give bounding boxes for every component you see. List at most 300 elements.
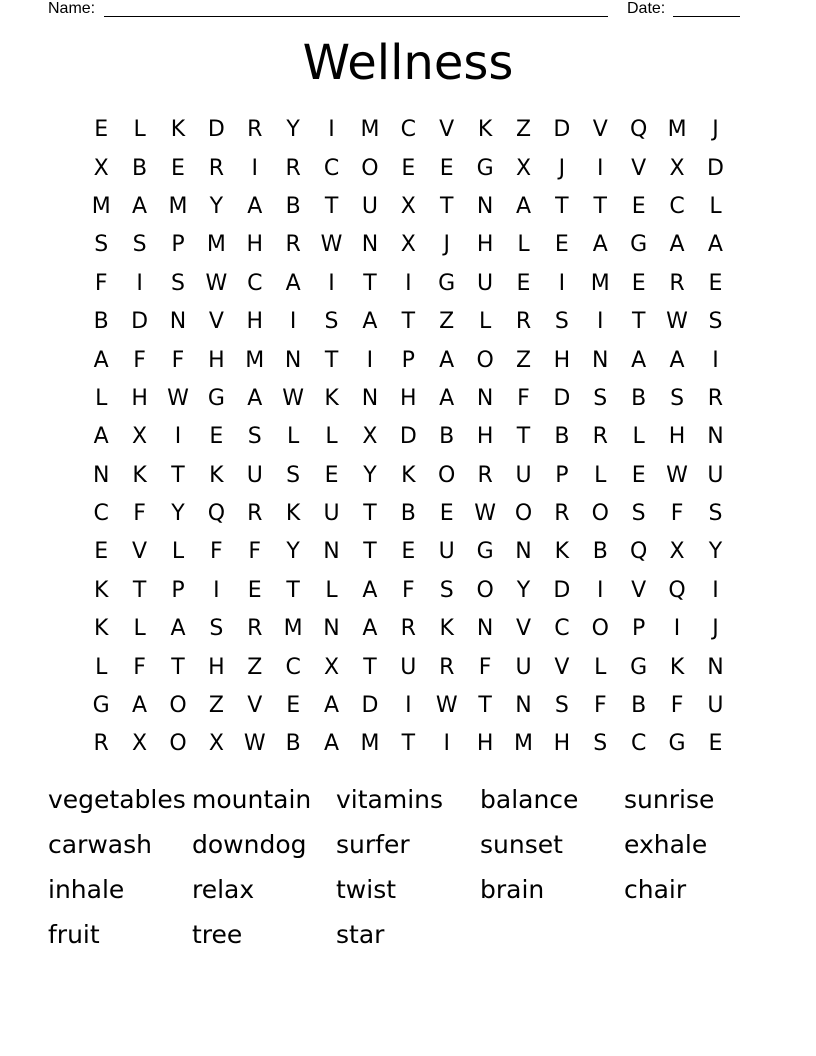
grid-letter[interactable]: P [555, 462, 569, 488]
grid-letter[interactable]: L [133, 616, 146, 642]
grid-letter[interactable]: R [669, 270, 685, 296]
grid-letter[interactable]: R [592, 424, 608, 450]
grid-letter[interactable]: S [170, 270, 185, 296]
grid-letter[interactable]: L [325, 424, 338, 450]
grid-letter[interactable]: L [171, 539, 185, 565]
grid-letter[interactable]: R [208, 155, 225, 181]
grid-letter[interactable]: E [631, 462, 646, 488]
grid-letter[interactable]: R [439, 654, 455, 680]
grid-letter[interactable]: F [670, 693, 684, 719]
grid-letter[interactable]: G [476, 539, 494, 565]
grid-letter[interactable]: N [476, 193, 494, 219]
grid-letter[interactable]: D [361, 693, 379, 719]
grid-letter[interactable]: I [558, 270, 566, 296]
grid-letter[interactable]: N [361, 232, 379, 258]
grid-letter[interactable]: F [133, 347, 146, 373]
grid-letter[interactable]: V [208, 309, 224, 335]
grid-letter[interactable]: S [209, 616, 224, 642]
grid-letter[interactable]: F [401, 577, 415, 603]
grid-letter[interactable]: T [324, 193, 339, 219]
grid-letter[interactable]: T [593, 193, 607, 219]
grid-letter[interactable]: V [439, 117, 455, 143]
grid-letter[interactable]: D [553, 117, 571, 143]
grid-letter[interactable]: T [171, 462, 185, 488]
grid-letter[interactable]: R [554, 501, 570, 527]
grid-letter[interactable]: A [247, 193, 263, 219]
grid-letter[interactable]: H [208, 654, 225, 680]
grid-letter[interactable]: R [285, 232, 301, 258]
grid-letter[interactable]: E [247, 577, 262, 603]
grid-letter[interactable]: E [554, 232, 569, 258]
grid-letter[interactable]: S [593, 731, 608, 757]
grid-letter[interactable]: C [554, 616, 570, 642]
grid-letter[interactable]: M [667, 117, 687, 143]
grid-letter[interactable]: Y [209, 193, 224, 219]
grid-letter[interactable]: K [170, 117, 186, 143]
grid-letter[interactable]: D [553, 577, 571, 603]
date-blank-line[interactable] [673, 16, 740, 17]
grid-letter[interactable]: B [285, 731, 301, 757]
grid-letter[interactable]: E [631, 193, 646, 219]
grid-letter[interactable]: L [325, 577, 338, 603]
grid-letter[interactable]: M [590, 270, 610, 296]
grid-letter[interactable]: Q [207, 501, 226, 527]
grid-letter[interactable]: N [361, 385, 379, 411]
grid-letter[interactable]: S [324, 309, 339, 335]
grid-letter[interactable]: B [592, 539, 608, 565]
grid-letter[interactable]: X [132, 424, 148, 450]
grid-letter[interactable]: A [324, 731, 340, 757]
grid-letter[interactable]: O [514, 501, 533, 527]
grid-letter[interactable]: U [515, 654, 532, 680]
grid-letter[interactable]: X [669, 155, 685, 181]
grid-letter[interactable]: H [131, 385, 148, 411]
grid-letter[interactable]: U [246, 462, 263, 488]
grid-letter[interactable]: I [712, 347, 719, 373]
grid-letter[interactable]: T [363, 501, 377, 527]
grid-letter[interactable]: W [282, 385, 305, 411]
grid-letter[interactable]: F [210, 539, 223, 565]
grid-letter[interactable]: X [324, 654, 340, 680]
grid-letter[interactable]: K [132, 462, 147, 488]
grid-letter[interactable]: T [171, 654, 185, 680]
grid-letter[interactable]: O [591, 501, 609, 527]
grid-letter[interactable]: N [323, 539, 340, 565]
grid-letter[interactable]: K [324, 385, 339, 411]
grid-letter[interactable]: T [439, 193, 454, 219]
grid-letter[interactable]: W [435, 693, 458, 719]
grid-letter[interactable]: B [93, 309, 109, 335]
grid-letter[interactable]: A [324, 693, 340, 719]
grid-letter[interactable]: K [477, 117, 493, 143]
grid-letter[interactable]: T [631, 309, 646, 335]
grid-letter[interactable]: R [400, 616, 416, 642]
grid-letter[interactable]: R [247, 501, 263, 527]
grid-letter[interactable]: Y [286, 539, 300, 565]
grid-letter[interactable]: U [515, 462, 532, 488]
grid-letter[interactable]: M [360, 117, 380, 143]
grid-letter[interactable]: G [630, 232, 648, 258]
grid-letter[interactable]: S [631, 501, 646, 527]
grid-letter[interactable]: H [553, 347, 571, 373]
grid-letter[interactable]: K [554, 539, 570, 565]
grid-letter[interactable]: E [171, 155, 185, 181]
grid-letter[interactable]: E [94, 117, 109, 143]
grid-letter[interactable]: I [405, 693, 412, 719]
grid-letter[interactable]: R [93, 731, 109, 757]
grid-letter[interactable]: E [286, 693, 301, 719]
grid-letter[interactable]: D [399, 424, 417, 450]
grid-letter[interactable]: P [171, 232, 185, 258]
grid-letter[interactable]: E [401, 539, 416, 565]
grid-letter[interactable]: H [553, 731, 571, 757]
grid-letter[interactable]: A [170, 616, 186, 642]
grid-letter[interactable]: O [591, 616, 609, 642]
grid-letter[interactable]: D [706, 155, 724, 181]
grid-letter[interactable]: N [323, 616, 340, 642]
grid-letter[interactable]: U [707, 693, 724, 719]
grid-letter[interactable]: L [632, 424, 645, 450]
grid-letter[interactable]: A [132, 693, 148, 719]
grid-letter[interactable]: W [666, 462, 688, 488]
grid-letter[interactable]: L [594, 654, 607, 680]
grid-letter[interactable]: A [247, 385, 263, 411]
grid-letter[interactable]: T [401, 309, 416, 335]
grid-letter[interactable]: I [712, 577, 719, 603]
grid-letter[interactable]: G [92, 693, 110, 719]
grid-letter[interactable]: A [362, 309, 378, 335]
grid-letter[interactable]: E [439, 501, 454, 527]
word-bank-item: sunrise [624, 785, 715, 814]
grid-letter[interactable]: V [515, 616, 532, 642]
grid-letter[interactable]: E [209, 424, 224, 450]
grid-letter[interactable]: U [323, 501, 340, 527]
grid-letter[interactable]: S [708, 309, 723, 335]
grid-letter[interactable]: F [133, 501, 146, 527]
grid-letter[interactable]: S [708, 501, 723, 527]
grid-letter[interactable]: L [133, 117, 146, 143]
grid-letter[interactable]: D [553, 385, 571, 411]
grid-letter[interactable]: A [631, 347, 647, 373]
grid-letter[interactable]: L [95, 385, 108, 411]
word-bank [48, 777, 768, 957]
grid-letter[interactable]: Q [630, 117, 648, 143]
grid-letter[interactable]: S [670, 385, 685, 411]
grid-letter[interactable]: L [517, 232, 530, 258]
grid-letter[interactable]: A [285, 270, 301, 296]
grid-letter[interactable]: I [328, 270, 335, 296]
grid-letter[interactable]: I [289, 309, 297, 335]
grid-letter[interactable]: A [362, 616, 378, 642]
grid-letter[interactable]: N [707, 654, 724, 680]
grid-letter[interactable]: V [631, 155, 647, 181]
grid-letter[interactable]: S [132, 232, 147, 258]
grid-letter[interactable]: K [93, 577, 109, 603]
grid-letter[interactable]: Q [630, 539, 648, 565]
grid-letter[interactable]: P [632, 616, 646, 642]
word-bank-item: brain [480, 875, 545, 904]
grid-letter[interactable]: I [136, 270, 143, 296]
grid-letter[interactable]: P [401, 347, 415, 373]
grid-letter[interactable]: J [558, 155, 566, 181]
grid-letter[interactable]: O [476, 577, 494, 603]
grid-letter[interactable]: N [592, 347, 609, 373]
grid-letter[interactable]: I [597, 155, 604, 181]
grid-letter[interactable]: K [93, 616, 109, 642]
grid-letter[interactable]: R [247, 117, 263, 143]
grid-letter[interactable]: S [554, 693, 569, 719]
grid-letter[interactable]: B [631, 693, 647, 719]
grid-letter[interactable]: H [208, 347, 225, 373]
grid-letter[interactable]: N [284, 347, 302, 373]
grid-letter[interactable]: S [247, 424, 262, 450]
grid-letter[interactable]: L [594, 462, 607, 488]
word-bank-item: exhale [624, 830, 708, 859]
grid-letter[interactable]: L [478, 309, 492, 335]
grid-letter[interactable]: C [630, 731, 647, 757]
grid-letter[interactable]: F [670, 501, 684, 527]
grid-letter[interactable]: I [328, 117, 335, 143]
grid-letter[interactable]: F [593, 693, 607, 719]
grid-letter[interactable]: Z [515, 117, 532, 143]
grid-letter[interactable]: E [324, 462, 339, 488]
grid-letter[interactable]: Y [516, 577, 531, 603]
grid-letter[interactable]: B [631, 385, 647, 411]
grid-letter[interactable]: W [666, 309, 688, 335]
grid-letter[interactable]: W [320, 232, 343, 258]
grid-letter[interactable]: E [94, 539, 109, 565]
grid-letter[interactable]: M [91, 193, 111, 219]
grid-letter[interactable]: A [93, 424, 109, 450]
grid-letter[interactable]: N [476, 385, 494, 411]
grid-letter[interactable]: Z [208, 693, 224, 719]
grid-letter[interactable]: W [205, 270, 228, 296]
grid-letter[interactable]: H [400, 385, 417, 411]
grid-letter[interactable]: G [630, 654, 648, 680]
grid-letter[interactable]: N [515, 693, 532, 719]
grid-letter[interactable]: T [363, 654, 377, 680]
grid-letter[interactable]: J [712, 117, 719, 143]
grid-letter[interactable]: X [515, 155, 532, 181]
grid-letter[interactable]: L [95, 654, 108, 680]
grid-letter[interactable]: O [361, 155, 379, 181]
grid-letter[interactable]: X [362, 424, 378, 450]
grid-letter[interactable]: W [243, 731, 266, 757]
grid-letter[interactable]: C [247, 270, 263, 296]
grid-letter[interactable]: G [476, 155, 494, 181]
grid-letter[interactable]: I [443, 731, 450, 757]
grid-letter[interactable]: V [592, 117, 608, 143]
grid-letter[interactable]: E [439, 155, 454, 181]
grid-letter[interactable]: A [515, 193, 532, 219]
grid-letter[interactable]: J [712, 616, 719, 642]
grid-letter[interactable]: Z [439, 309, 455, 335]
grid-letter[interactable]: M [168, 193, 188, 219]
grid-letter[interactable]: H [246, 232, 264, 258]
grid-letter[interactable]: R [247, 616, 263, 642]
grid-letter[interactable]: F [133, 654, 146, 680]
grid-letter[interactable]: I [213, 577, 220, 603]
grid-letter[interactable]: I [366, 347, 374, 373]
grid-letter[interactable]: A [592, 232, 608, 258]
grid-letter[interactable]: Y [171, 501, 185, 527]
grid-letter[interactable]: H [246, 309, 264, 335]
grid-letter[interactable]: F [94, 270, 108, 296]
grid-letter[interactable]: P [171, 577, 185, 603]
name-label: Name: [48, 0, 96, 17]
grid-letter[interactable]: I [597, 577, 604, 603]
grid-letter[interactable]: H [476, 424, 494, 450]
grid-letter[interactable]: A [669, 347, 685, 373]
grid-letter[interactable]: T [478, 693, 492, 719]
grid-letter[interactable]: Y [363, 462, 377, 488]
grid-letter[interactable]: C [285, 654, 301, 680]
grid-letter[interactable]: B [400, 501, 416, 527]
grid-letter[interactable]: C [669, 193, 685, 219]
grid-letter[interactable]: S [439, 577, 454, 603]
grid-letter[interactable]: V [631, 577, 647, 603]
grid-letter[interactable]: Y [708, 539, 723, 565]
grid-letter[interactable]: F [248, 539, 262, 565]
grid-letter[interactable]: T [363, 539, 377, 565]
grid-letter[interactable]: T [132, 577, 147, 603]
grid-letter[interactable]: A [439, 385, 455, 411]
grid-letter[interactable]: E [631, 270, 646, 296]
grid-letter[interactable]: N [515, 539, 532, 565]
grid-letter[interactable]: X [669, 539, 685, 565]
grid-letter[interactable]: H [668, 424, 686, 450]
grid-letter[interactable]: E [401, 155, 416, 181]
grid-letter[interactable]: H [476, 232, 494, 258]
grid-letter[interactable]: S [94, 232, 109, 258]
date-label: Date: [627, 0, 666, 17]
grid-letter[interactable]: K [209, 462, 224, 488]
grid-letter[interactable]: W [167, 385, 189, 411]
grid-letter[interactable]: X [132, 731, 148, 757]
grid-letter[interactable]: T [555, 193, 569, 219]
grid-letter[interactable]: L [709, 193, 722, 219]
grid-letter[interactable]: S [286, 462, 301, 488]
grid-letter[interactable]: V [132, 539, 148, 565]
grid-letter[interactable]: E [708, 270, 723, 296]
grid-letter[interactable]: B [554, 424, 570, 450]
name-blank-line[interactable] [104, 16, 608, 17]
grid-letter[interactable]: U [438, 539, 455, 565]
grid-letter[interactable]: N [707, 424, 724, 450]
grid-letter[interactable]: B [285, 193, 301, 219]
grid-letter[interactable]: U [400, 654, 417, 680]
grid-letter[interactable]: K [669, 654, 685, 680]
grid-letter[interactable]: N [476, 616, 494, 642]
grid-letter[interactable]: S [554, 309, 569, 335]
grid-letter[interactable]: A [93, 347, 109, 373]
grid-letter[interactable]: A [707, 232, 723, 258]
grid-letter[interactable]: C [400, 117, 416, 143]
grid-letter[interactable]: D [131, 309, 149, 335]
grid-letter[interactable]: H [476, 731, 494, 757]
grid-letter[interactable]: A [669, 232, 685, 258]
grid-letter[interactable]: O [169, 693, 187, 719]
word-bank-item: vegetables [48, 785, 186, 814]
grid-letter[interactable]: I [597, 309, 604, 335]
grid-letter[interactable]: A [439, 347, 455, 373]
grid-letter[interactable]: A [362, 577, 378, 603]
grid-letter[interactable]: T [324, 347, 339, 373]
grid-letter[interactable]: X [400, 232, 416, 258]
grid-letter[interactable]: I [405, 270, 412, 296]
grid-letter[interactable]: M [206, 232, 226, 258]
grid-letter[interactable]: B [132, 155, 148, 181]
grid-letter[interactable]: N [92, 462, 110, 488]
grid-letter[interactable]: L [287, 424, 300, 450]
grid-letter[interactable]: I [251, 155, 258, 181]
grid-letter[interactable]: D [207, 117, 225, 143]
grid-letter[interactable]: E [708, 731, 723, 757]
grid-letter[interactable]: W [474, 501, 496, 527]
grid-letter[interactable]: G [207, 385, 225, 411]
grid-letter[interactable]: Z [515, 347, 532, 373]
grid-letter[interactable]: G [668, 731, 686, 757]
grid-letter[interactable]: C [323, 155, 340, 181]
grid-letter[interactable]: N [169, 309, 187, 335]
grid-letter[interactable]: T [286, 577, 300, 603]
grid-letter[interactable]: M [283, 616, 303, 642]
grid-letter[interactable]: C [93, 501, 109, 527]
grid-letter[interactable]: T [401, 731, 416, 757]
grid-letter[interactable]: K [285, 501, 301, 527]
grid-letter[interactable]: S [593, 385, 608, 411]
grid-letter[interactable]: M [514, 731, 533, 757]
grid-letter[interactable]: U [707, 462, 724, 488]
grid-letter[interactable]: I [174, 424, 182, 450]
grid-letter[interactable]: A [132, 193, 148, 219]
grid-letter[interactable]: F [171, 347, 185, 373]
grid-letter[interactable]: X [400, 193, 416, 219]
grid-letter[interactable]: K [401, 462, 416, 488]
grid-letter[interactable]: F [517, 385, 530, 411]
grid-letter[interactable]: T [363, 270, 377, 296]
word-bank-item: twist [336, 875, 397, 904]
grid-letter[interactable]: E [516, 270, 531, 296]
grid-letter[interactable]: O [438, 462, 456, 488]
grid-letter[interactable]: O [169, 731, 187, 757]
grid-letter[interactable]: V [247, 693, 263, 719]
grid-letter[interactable]: R [707, 385, 724, 411]
grid-letter[interactable]: Z [247, 654, 263, 680]
grid-letter[interactable]: T [516, 424, 531, 450]
grid-letter[interactable]: B [439, 424, 455, 450]
grid-letter[interactable]: X [93, 155, 109, 181]
grid-letter[interactable]: M [245, 347, 265, 373]
grid-letter[interactable]: J [443, 232, 450, 258]
grid-letter[interactable]: Y [286, 117, 300, 143]
grid-letter[interactable]: R [285, 155, 301, 181]
grid-letter[interactable]: K [439, 616, 454, 642]
word-bank-item: surfer [336, 830, 410, 859]
grid-letter[interactable]: G [438, 270, 456, 296]
grid-letter[interactable]: Q [668, 577, 686, 603]
grid-letter[interactable]: F [478, 654, 492, 680]
grid-letter[interactable]: X [208, 731, 224, 757]
grid-letter[interactable]: R [477, 462, 493, 488]
grid-letter[interactable]: R [515, 309, 532, 335]
grid-letter[interactable]: V [554, 654, 570, 680]
grid-letter[interactable]: O [476, 347, 494, 373]
grid-letter[interactable]: U [477, 270, 494, 296]
grid-letter[interactable]: M [360, 731, 380, 757]
grid-letter[interactable]: I [673, 616, 681, 642]
grid-letter[interactable]: U [361, 193, 378, 219]
